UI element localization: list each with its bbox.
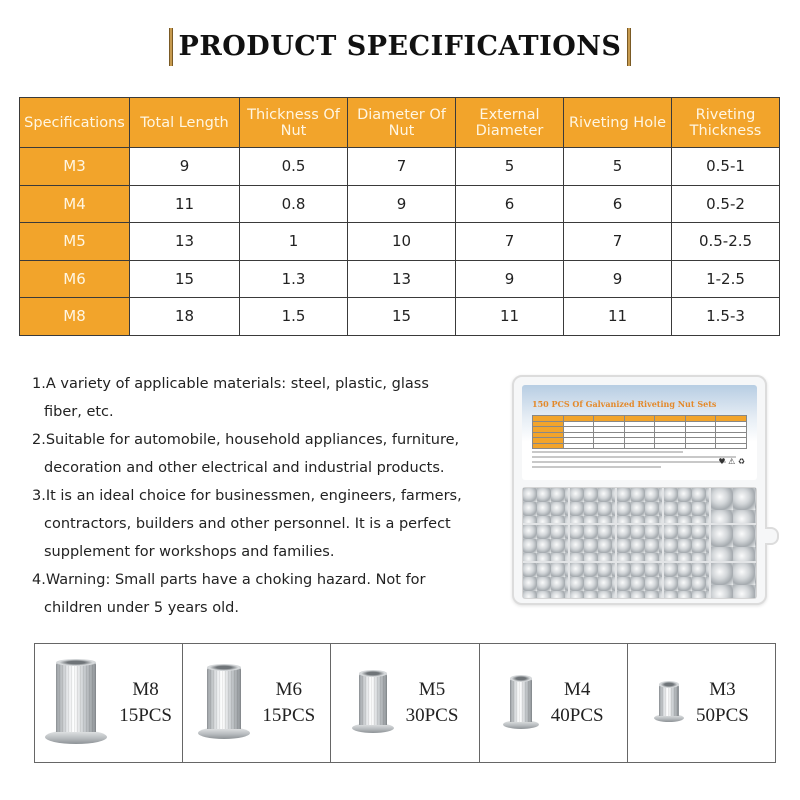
header-diameter-of-nut: Diameter Of Nut xyxy=(348,98,456,148)
feature-item xyxy=(32,482,502,566)
table-cell: 5 xyxy=(456,148,564,186)
feature-text: 3.It is an ideal choice for businessmen, engineers, farmers, xyxy=(32,488,462,504)
feature-text: 1.A variety of applicable materials: steel, plastic, glass xyxy=(32,376,429,392)
spec-table-header-row xyxy=(20,98,780,148)
feature-text: 2.Suitable for automobile, household appliances, furniture, xyxy=(32,432,460,448)
spec-cell: M3 xyxy=(20,148,130,186)
size-name: M8 xyxy=(132,679,159,700)
compartment xyxy=(664,525,709,560)
size-count: 30PCS xyxy=(405,705,459,726)
size-count: 15PCS xyxy=(119,705,172,726)
table-cell: 6 xyxy=(564,185,672,223)
title-right-bar xyxy=(627,28,631,66)
size-count: 40PCS xyxy=(550,705,604,726)
feature-text-cont: supplement for workshops and families. xyxy=(44,544,335,560)
compartment xyxy=(570,563,615,598)
header-riveting-hole: Riveting Hole xyxy=(564,98,672,148)
size-label xyxy=(696,677,749,729)
feature-text-cont: decoration and other electrical and industrial products. xyxy=(44,460,445,476)
header-specifications: Specifications xyxy=(20,98,130,148)
feature-text-cont: children under 5 years old. xyxy=(44,600,239,616)
spec-cell: M5 xyxy=(20,223,130,261)
compartment xyxy=(664,488,709,523)
feature-item xyxy=(32,370,502,426)
size-name: M5 xyxy=(418,679,446,700)
table-cell: 7 xyxy=(348,148,456,186)
page-title-text: PRODUCT SPECIFICATIONS xyxy=(178,31,622,62)
table-cell: 1.3 xyxy=(240,260,348,298)
size-cell-m4 xyxy=(480,644,628,762)
size-cell-m3 xyxy=(628,644,775,762)
table-row xyxy=(20,185,780,223)
box-lid-label xyxy=(522,385,757,480)
rivet-nut-icon xyxy=(45,662,107,744)
size-count: 15PCS xyxy=(262,705,316,726)
table-cell: 11 xyxy=(456,298,564,336)
compartment xyxy=(711,563,756,598)
rivet-nut-icon xyxy=(198,667,250,739)
size-label xyxy=(119,677,172,729)
size-name: M4 xyxy=(564,679,591,700)
table-cell: 1.5-3 xyxy=(672,298,780,336)
table-cell: 15 xyxy=(130,260,240,298)
compartment xyxy=(523,563,568,598)
table-row xyxy=(20,298,780,336)
table-cell: 5 xyxy=(564,148,672,186)
feature-text: 4.Warning: Small parts have a choking hazard. Not for xyxy=(32,572,426,588)
mini-spec-table xyxy=(532,415,747,449)
size-quantity-strip xyxy=(34,643,776,763)
rivet-nut-icon xyxy=(503,678,539,729)
table-cell: 0.5-1 xyxy=(672,148,780,186)
box-title: 150 PCS Of Galvanized Riveting Nut Sets xyxy=(532,399,717,409)
page-title xyxy=(0,24,800,70)
feature-item xyxy=(32,566,502,622)
table-cell: 0.5-2 xyxy=(672,185,780,223)
table-cell: 18 xyxy=(130,298,240,336)
table-cell: 11 xyxy=(564,298,672,336)
size-name: M6 xyxy=(275,679,302,700)
compartment xyxy=(664,563,709,598)
rivet-nut-icon xyxy=(352,673,394,733)
rivet-nut-icon xyxy=(654,684,684,722)
compartment xyxy=(711,525,756,560)
compartment xyxy=(570,525,615,560)
table-cell: 1.5 xyxy=(240,298,348,336)
spec-table xyxy=(19,97,780,336)
header-riveting-thickness: Riveting Thickness xyxy=(672,98,780,148)
feature-text-cont: fiber, etc. xyxy=(44,404,114,420)
table-row xyxy=(20,148,780,186)
feature-list xyxy=(32,370,502,622)
table-row xyxy=(20,260,780,298)
size-label xyxy=(406,677,459,729)
size-count: 50PCS xyxy=(696,705,749,726)
size-cell-m5 xyxy=(331,644,479,762)
spec-cell: M8 xyxy=(20,298,130,336)
table-cell: 13 xyxy=(130,223,240,261)
table-cell: 10 xyxy=(348,223,456,261)
product-box-image xyxy=(512,375,767,605)
compartment xyxy=(523,525,568,560)
table-cell: 0.8 xyxy=(240,185,348,223)
table-cell: 0.5-2.5 xyxy=(672,223,780,261)
table-cell: 9 xyxy=(456,260,564,298)
table-cell: 15 xyxy=(348,298,456,336)
feature-item xyxy=(32,426,502,482)
spec-cell: M4 xyxy=(20,185,130,223)
table-cell: 0.5 xyxy=(240,148,348,186)
compartment xyxy=(570,488,615,523)
table-cell: 7 xyxy=(456,223,564,261)
size-name: M3 xyxy=(709,679,736,700)
spec-cell: M6 xyxy=(20,260,130,298)
table-cell: 1-2.5 xyxy=(672,260,780,298)
table-cell: 11 xyxy=(130,185,240,223)
size-label xyxy=(262,677,315,729)
header-thickness-of-nut: Thickness Of Nut xyxy=(240,98,348,148)
table-cell: 1 xyxy=(240,223,348,261)
feature-text-cont: contractors, builders and other personnel. It is a perfect xyxy=(44,516,451,532)
compartment xyxy=(523,488,568,523)
table-row xyxy=(20,223,780,261)
size-cell-m6 xyxy=(183,644,331,762)
table-cell: 7 xyxy=(564,223,672,261)
compartment xyxy=(711,488,756,523)
box-latch-tab xyxy=(765,527,779,545)
table-cell: 9 xyxy=(130,148,240,186)
table-cell: 13 xyxy=(348,260,456,298)
table-cell: 9 xyxy=(564,260,672,298)
compartment xyxy=(617,488,662,523)
compartment xyxy=(617,563,662,598)
warning-icons: ♥ ⚠ ♻ xyxy=(718,457,745,466)
box-compartments xyxy=(522,487,757,599)
table-cell: 6 xyxy=(456,185,564,223)
size-cell-m8 xyxy=(35,644,183,762)
table-cell: 9 xyxy=(348,185,456,223)
header-total-length: Total Length xyxy=(130,98,240,148)
size-label xyxy=(551,677,604,729)
header-external-diameter: External Diameter xyxy=(456,98,564,148)
compartment xyxy=(617,525,662,560)
mini-text-lines xyxy=(532,451,747,471)
